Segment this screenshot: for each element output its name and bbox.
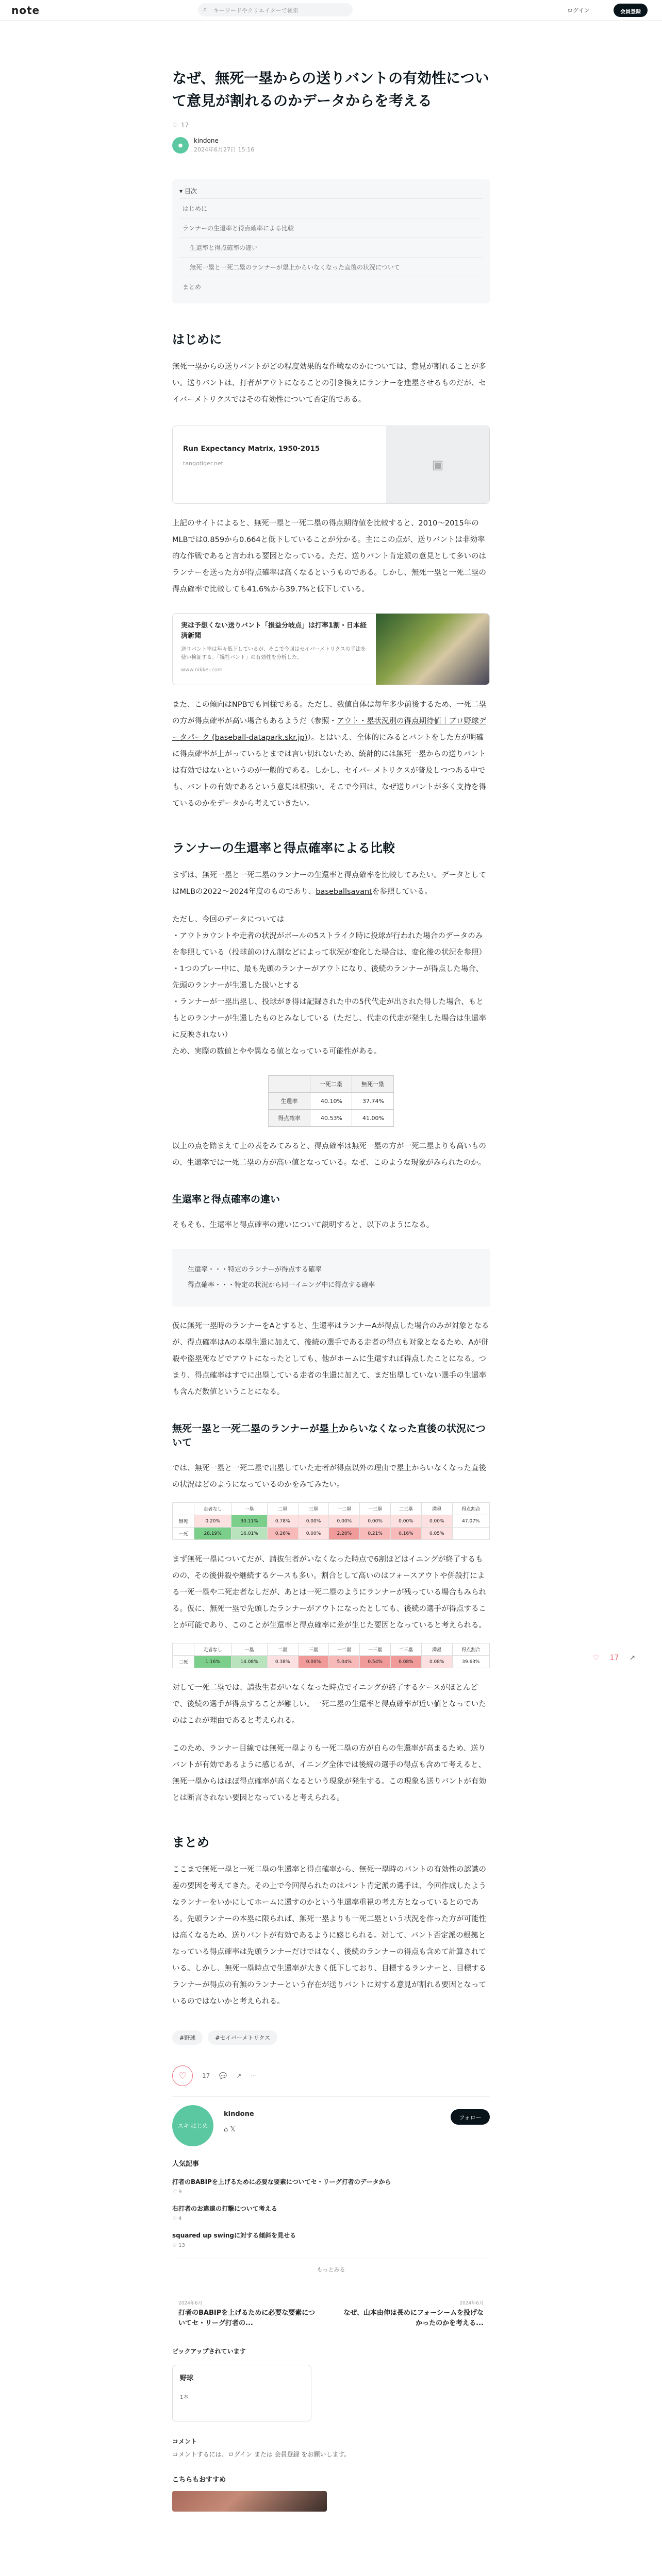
paragraph: まず無死一塁についてだが、請抜生者がいなくなった時点で6割ほどはイニングが終了するものの、その後併殺や継続するケースも多い。割合として高いのはフォースアウトや併殺打による一死一塁や二死走者なしだが、あとは一死二塁のようにランナーが残っている場合もみられる。仮に、無死一塁で先頭したランナーがアウトになったとしても、後続の選手が得点することが可能であり、このことが生還率と得点確率に差が生じた要因となっていると考えられる。 [172, 1555, 486, 1630]
table-row: 生還率 40.10% 37.74% [269, 1093, 394, 1110]
more-button[interactable]: もっとみる [172, 2259, 490, 2274]
heart-icon: ♡ [172, 122, 178, 129]
toc-item[interactable]: まとめ [179, 277, 483, 296]
post-date: 2024年6月27日 15:16 [194, 146, 255, 153]
link-card-desc: 送りバント率は年々低下しているが、そこで今回はセイバーメトリクスの手法を使い検証する。「犠牲バント」の有効性を分析した。 [181, 647, 366, 660]
more-icon[interactable]: ⋯ [251, 2072, 257, 2079]
toc-item[interactable]: 無死一塁と一死二塁のランナーが塁上からいなくなった直後の状況について [179, 257, 483, 277]
follow-button[interactable]: フォロー [451, 2109, 490, 2125]
paragraph: 対して一死二塁では、請抜生者がいなくなった時点でイニングが終了するケースがほとんどで、後続の選手が得点することが難しい。一死二塁の生還率と得点確率が近い値となっていたのはこれが理由であると考えられる。 [172, 1684, 486, 1725]
social-icons [224, 2126, 236, 2133]
tag[interactable]: #野球 [172, 2030, 203, 2045]
paragraph: 以上の点を踏まえて上の表をみてみると、得点確率は無死一塁の方が一死二塁よりも高いものの、生還率では一死二塁の方が高い値となっている。なぜ、このような現象がみられたのか。 [172, 1142, 486, 1167]
link-card-title: Run Expectancy Matrix, 1950-2015 [183, 445, 320, 453]
paragraph: このため、ランナー目線では無死一塁よりも一死二塁の方が自らの生還率が高まるため、送りバントが有効であるように感じるが、イニング全体では後続の選手の得点も含めて考えると、無死一塁からはほぼ得点確率が高くなるという現象が発生する。この現象も送りバントが有効とは断言されない要因となっていると考えられる。 [172, 1744, 486, 1802]
magazine-title: 野球 [180, 2375, 194, 2382]
magazine-count: 1本 [180, 2395, 189, 2400]
link-card-thumbnail [376, 614, 489, 685]
link-card-domain: tangotiger.net [183, 460, 223, 467]
author-name[interactable]: kindone [194, 137, 219, 144]
heading-after: 無死一塁と一死二塁のランナーが塁上からいなくなった直後の状況について [172, 1423, 486, 1448]
register-button[interactable]: 会員登録 [614, 4, 648, 17]
like-count: 17 [609, 1654, 619, 1662]
homepage-icon[interactable]: ⌂ [224, 2126, 228, 2133]
comment-icon[interactable]: 💬 [219, 2072, 227, 2079]
table-row: 一死 28.19% 16.01% 0.26% 0.00% 2.20% 0.21% 0.16% 0.05% [173, 1528, 490, 1540]
share-icon[interactable]: ↗ [236, 2072, 242, 2079]
link-card[interactable] [172, 613, 490, 685]
recommend-thumbnail[interactable] [172, 2491, 327, 2512]
heading-compare: ランナーの生還率と得点確率による比較 [172, 841, 395, 855]
comment-heading: コメント [172, 2438, 197, 2445]
avatar[interactable]: ● [172, 137, 189, 154]
search-placeholder: キーワードやクリエイターで検索 [213, 7, 299, 14]
like-counter[interactable] [172, 122, 490, 129]
popular-like: ♡ 9 [172, 2189, 182, 2195]
site-header [0, 0, 662, 21]
paragraph: また、この傾向はNPBでも同様である。ただし、数値自体は毎年多少前後するため、一死二塁の方が得点確率が高い場合もあるようだ（参照・アウト・塁状況別の得点期待値｜プロ野球データパーク (baseball-datapark.skr.jp)）。とはいえ、全体的にみるとバントをした方が明確に得点確率が上がっているとまでは言い切れないため、統計的には無死一塁からの送りバントは有効ではないというのが一般的である。しかし、セイバーメトリクスが普及しつつある中でも、バントの有効であるという意見は根強い。そこで今回は、なぜ送りバントが多く支持を得ているのかをデータから考えていきたい。 [172, 701, 486, 808]
recommend-heading: こちらもおすすめ [172, 2476, 226, 2484]
popular-like: ♡ 4 [172, 2216, 182, 2222]
article-nav [172, 2294, 490, 2333]
image-placeholder-icon: ▣ [386, 426, 489, 503]
prev-date: 2024年6月 [178, 2301, 203, 2306]
link-card-title: 実は予想くない送りバント「損益分岐点」は打率1割・日本経済新聞 [181, 622, 367, 640]
popular-item[interactable]: 右打者のお違遠の打撃について考える [172, 2205, 277, 2212]
login-link[interactable]: ログイン [567, 7, 590, 14]
status-table-2: 走者なし 一塁 二塁 三塁 一二塁 一三塁 二三塁 満塁 得点割合 二死 1.16% 14.08% 0.38% 0.00% 5.04% 0.54% 0.08% 0.08% 39.63% [172, 1643, 490, 1668]
paragraph: 無死一塁からの送りバントがどの程度効果的な作戦なのかについては、意見が割れることが多い。送りバントは、打者がアウトになることの引き換えにランナーを進塁させるものだが、セイバーメトリクスではその有効性について否定的である。 [172, 363, 486, 404]
chevron-down-icon: ▾ [179, 188, 185, 195]
toc-item[interactable]: 生還率と得点確率の違い [179, 238, 483, 257]
toc-item[interactable]: はじめに [179, 198, 483, 218]
toc-item[interactable]: ランナーの生還率と得点確率による比較 [179, 218, 483, 238]
prev-title: 打者のBABIPを上げるために必要な要素についてセ・リーグ打者の... [178, 2309, 315, 2327]
x-icon[interactable]: 𝕏 [230, 2126, 236, 2133]
heading-intro: はじめに [172, 332, 222, 347]
paragraph: そもそも、生還率と得点確率の違いについて説明すると、以下のようになる。 [172, 1221, 434, 1229]
pickup-heading: ピックアップされています [172, 2348, 246, 2355]
heading-summary: まとめ [172, 1835, 209, 1850]
table-row: 無死 0.20% 30.11% 0.78% 0.00% 0.00% 0.00% 0.00% 0.00% 47.07% [173, 1515, 490, 1528]
search-icon: ⌕ [203, 6, 207, 13]
definition-box: 生還率・・・特定のランナーが得点する確率 得点確率・・・特定の状況から同一イニング中に得点する確率 [172, 1249, 490, 1307]
status-table-1: 走者なし 一塁 二塁 三塁 一二塁 一三塁 二三塁 満塁 得点割合 無死 0.20% 30.11% 0.78% 0.00% 0.00% 0.00% 0.00% 0.00% 47.07% 一死 28.19% 16.01% 0.26% 0.00% 2.20% 0.21% 0.16% 0.05% [172, 1502, 490, 1540]
table-row: 得点確率 40.53% 41.00% [269, 1110, 394, 1127]
tag-list [172, 2030, 490, 2045]
creator-name[interactable]: kindone [224, 2110, 254, 2118]
article-title: なぜ、無死一塁からの送りバントの有効性について意見が割れるのかデータからを考える [172, 70, 489, 109]
paragraph: では、無死一塁と一死二塁で出塁していた走者が得点以外の理由で塁上からいなくなった直後の状況はどのようになっているのかをみてみたい。 [172, 1464, 486, 1489]
popular-like: ♡ 13 [172, 2243, 185, 2248]
avatar[interactable]: スキ はじめ [172, 2105, 213, 2146]
paragraph: ここまで無死一塁と一死二塁の生還率と得点確率から、無死一塁時のバントの有効性の認識の差の要因を考えてきた。その上で今回得られたのはバント肯定派の選手は、今回作成したようなランナーをいかにしてホームに還すのかという生還率重視の考え方となっているとのである。先頭ランナーの本塁に限られば、無死一塁よりも一死二塁という状況を作った方が可能性は高くなるため、送りバントが有効であるように感じられる。対して、バント否定派の根拠となっている得点確率は先頭ランナーだけではなく、後続のランナーの得点も含めて計算されている。しかし、無死一塁時点で生還率が大きく低下しており、目標するランナーと、目標するランナーが得点の有無のランナーという存在が送りバントに対する意見が割れる要因となっているのではないかと考えられる。 [172, 1866, 486, 2006]
magazine-card[interactable] [172, 2365, 311, 2421]
author-row [172, 137, 490, 154]
prev-article[interactable] [172, 2294, 327, 2333]
popular-item[interactable]: 打者のBABIPを上げるために必要な要素についてセ・リーグ打者のデータから [172, 2178, 391, 2185]
popular-heading: 人気記事 [172, 2160, 200, 2168]
action-bar [172, 2065, 490, 2086]
link-card-domain: www.nikkei.com [181, 667, 223, 673]
paragraph: ただし、今回のデータについては ・アウトカウントや走者の状況がボールの5ストライク時に投球が行われた場合のデータのみを参照している（投球前のけん制などによって状況が変化した場合は、変化後の状況を参照） ・1つのプレー中に、最も先頭のランナーがアウトになり、後続のランナーが得点した場合、先頭のランナーが生還した扱いとする ・ランナーが一塁出塁し、投球がき得は記録された中の5代代走が出された得した場合、もともとのランナーが生還したものとみなしている（ただし、代走の代走が発生した場合は生還率に反映されない） ため、実際の数値とやや異なる値となっている可能性がある。 [172, 916, 486, 1056]
article [172, 67, 490, 2512]
link-card[interactable] [172, 426, 490, 504]
compare-table: 一死二塁 無死一塁 生還率 40.10% 37.74% 得点確率 40.53% 41.00% [268, 1075, 394, 1127]
search-input[interactable] [198, 3, 353, 16]
datapark-link[interactable]: アウト・塁状況別の得点期待値｜プロ野球データパーク (baseball-datapark.skr.jp) [172, 717, 486, 742]
paragraph: 仮に無死一塁時のランナーをAとすると、生還率はランナーAが得点した場合のみが対象となるが、得点確率はAの本塁生還に加えて、後続の選手である走者の得点も対象となるため、Aが併殺や盗塁死などでアウトになったとしても、他がホームに生還すれば得点したことになる。つまり、得点確率はすでに出塁している走者の生還に加えて、まだ出塁していない選手の生還率も含んだ数値ということになる。 [172, 1322, 489, 1396]
heart-icon[interactable]: ♡ [593, 1654, 600, 1662]
like-count: 17 [202, 2072, 210, 2079]
toc-head[interactable]: ▾ 目次 [179, 188, 197, 195]
paragraph: 上記のサイトによると、無死一塁と一死二塁の得点期待値を比較すると、2010〜2015年のMLBでは0.859から0.664と低下していることが分かる。主にこの点が、送りバントは非効率的な作戦であると言われる要因となっている。ただ、送りバント肯定派の意見として多いのはランナーを送った方が得点確率は高くなるというものである。しかし、無死一塁と一死二塁の得点確率で比較しても41.6%から39.7%と低下している。 [172, 519, 486, 594]
baseballsavant-link[interactable]: baseballsavant [316, 888, 372, 896]
like-button[interactable]: ♡ [172, 2065, 193, 2086]
tag[interactable]: #セイバーメトリクス [208, 2030, 277, 2045]
heading-difference: 生還率と得点確率の違い [172, 1194, 280, 1205]
share-icon[interactable]: ↗ [629, 1654, 636, 1662]
popular-item[interactable]: squared up swingに対する傾斜を見せる [172, 2232, 296, 2239]
next-article[interactable] [335, 2294, 490, 2333]
comment-note: コメントするには、ログイン または 会員登録 をお願いします。 [172, 2451, 351, 2458]
note-logo[interactable]: note [11, 4, 40, 16]
next-date: 2024年6月 [459, 2301, 484, 2306]
creator-profile [172, 2096, 490, 2148]
table-of-contents [172, 179, 490, 303]
next-title: なぜ、山本由伸は長めにフォーシームを投げなかったのかを考える... [343, 2309, 484, 2327]
like-count: 17 [180, 122, 189, 129]
table-row: 二死 1.16% 14.08% 0.38% 0.00% 5.04% 0.54% 0.08% 0.08% 39.63% [173, 1656, 490, 1668]
floating-like [593, 1654, 635, 1662]
paragraph: まずは、無死一塁と一死二塁のランナーの生還率と得点確率を比較してみたい。データとしてはMLBの2022〜2024年度のものであり、baseballsavantを参照している。 [172, 871, 486, 896]
